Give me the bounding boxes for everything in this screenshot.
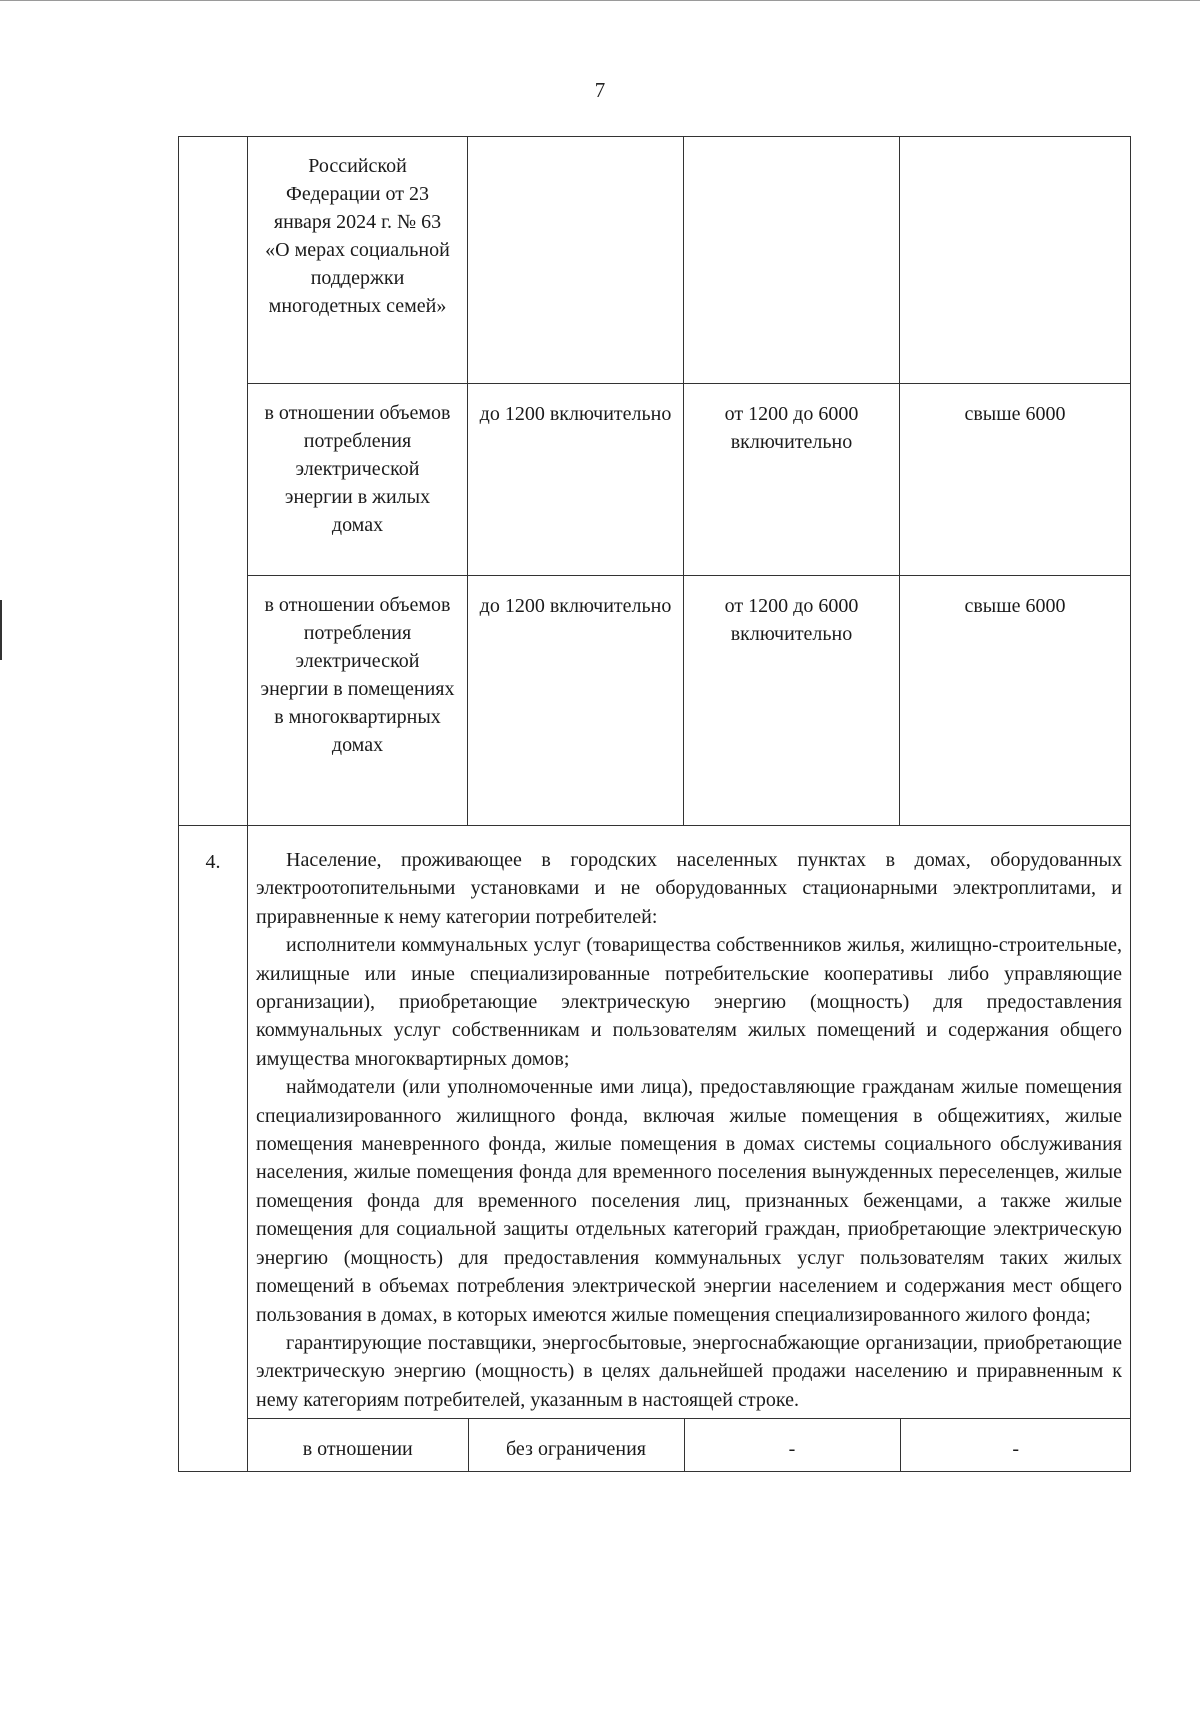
page-number: 7	[594, 78, 606, 102]
volume-cell: до 1200 включительно	[468, 384, 684, 576]
volume-cell: без ограничения	[468, 1419, 684, 1472]
volume-cell: свыше 6000	[900, 384, 1131, 576]
item-4-description	[248, 826, 1130, 1418]
number-cell-empty	[179, 137, 248, 826]
paragraph: наймодатели (или уполномоченные ими лица), предоставляющие гражданам жилые помещения специализированного жилищного фонда, включая жилые помещения в общежитиях, жилые помещения маневренного фонда, жилые помещения в домах системы социального обслуживания населения, жилые помещения фонда для временного поселения вынужденных переселенцев, жилые помещения фонда для временного поселения лиц, признанных беженцами, а также жилые помещения для социальной защиты отдельных категорий граждан, приобретающие электрическую энергию (мощность) для предоставления коммунальных услуг пользователям таких жилых помещений в объемах потребления электрической энергии населением и содержания мест общего пользования в домах, в которых имеются жилые помещения специализированного жилого фонда;	[256, 1076, 1122, 1326]
volume-cell	[900, 137, 1131, 384]
table-row-item-4	[179, 826, 1131, 1472]
volume-cell: -	[684, 1419, 900, 1472]
volume-cell	[468, 137, 684, 384]
paragraph: гарантирующие поставщики, энергосбытовые, энергоснабжающие организации, приобретающие электрическую энергию (мощность) в целях дальнейшей продажи населению и приравненным к нему категориям потребителей, указанным в настоящей строке.	[256, 1331, 1122, 1411]
volume-cell	[684, 137, 900, 384]
volume-cell: от 1200 до 6000 включительно	[684, 384, 900, 576]
category-cell: Российской Федерации от 23 января 2024 г. № 63 «О мерах социальной поддержки многодетных семей»	[248, 137, 468, 384]
table-row	[248, 1419, 1131, 1472]
category-cell: в отношении	[248, 1419, 468, 1472]
scan-edge-mark	[0, 600, 2, 660]
category-cell: в отношении объемов потребления электрической энергии в жилых домах	[248, 384, 468, 576]
volume-cell: -	[900, 1419, 1131, 1472]
item-4-subtable	[248, 1418, 1131, 1471]
volume-cell: от 1200 до 6000 включительно	[684, 576, 900, 826]
paragraph: исполнители коммунальных услуг (товарищества собственников жилья, жилищно-строительные, жилищные или иные специализированные потребительские кооперативы либо управляющие организации), приобретающие электрическую энергию (мощность) для предоставления коммунальных услуг собственникам и пользователям жилых помещений и содержания общего имущества многоквартирных домов;	[256, 934, 1122, 1070]
volume-cell: свыше 6000	[900, 576, 1131, 826]
tariff-table	[178, 136, 1131, 1472]
scan-border-top	[0, 0, 1200, 1]
volume-cell: до 1200 включительно	[468, 576, 684, 826]
item-4-content	[248, 826, 1131, 1472]
paragraph: Население, проживающее в городских населенных пунктах в домах, оборудованных электроотопительными установками и не оборудованных стационарными электроплитами, и приравненные к нему категории потребителей:	[256, 849, 1122, 928]
table-row	[179, 384, 1131, 576]
item-number: 4.	[179, 826, 248, 1472]
category-cell: в отношении объемов потребления электрической энергии в помещениях в многоквартирных домах	[248, 576, 468, 826]
table-row	[179, 576, 1131, 826]
table-row	[179, 137, 1131, 384]
